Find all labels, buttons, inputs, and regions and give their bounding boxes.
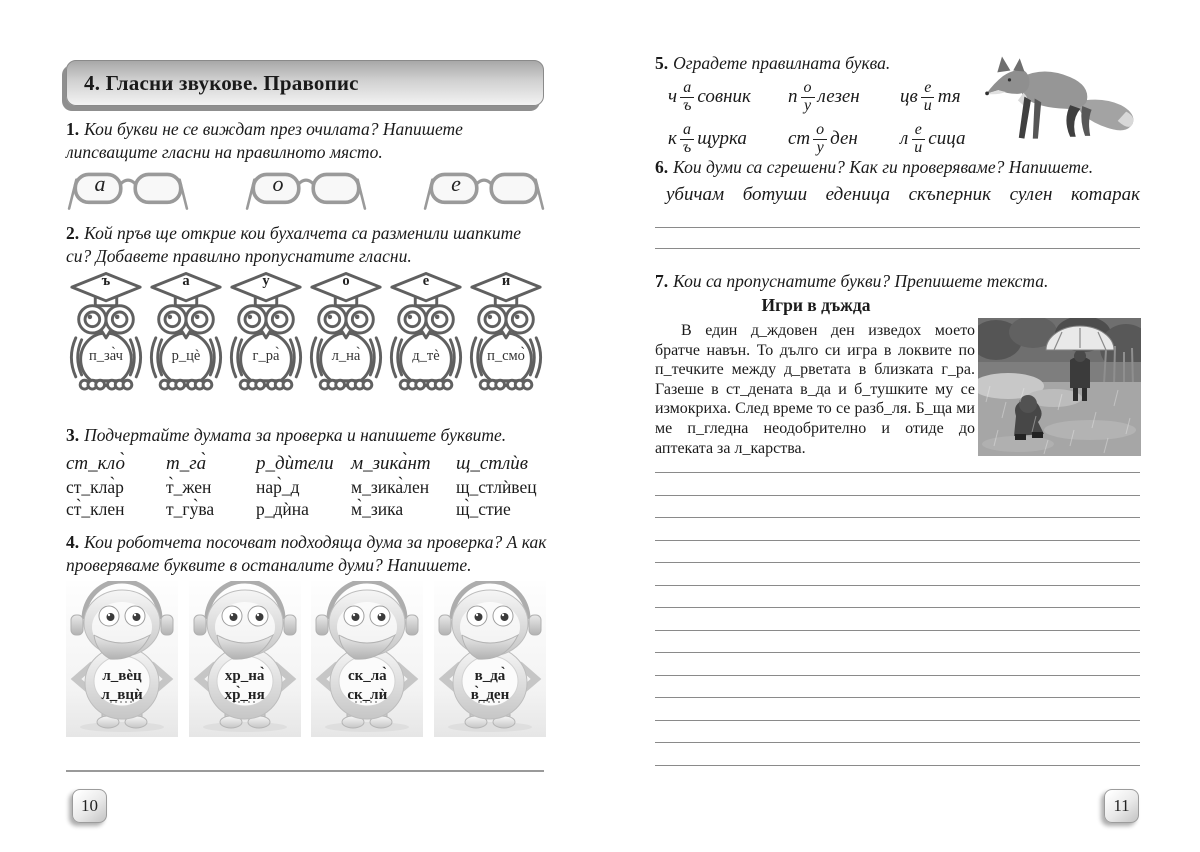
owl-cap-letter: ъ <box>101 273 111 289</box>
writing-line <box>655 517 1140 518</box>
owl-cap-letter: и <box>501 273 511 289</box>
robot-words <box>66 667 178 705</box>
word: щ_стлѝвец <box>456 477 537 497</box>
robots-row <box>66 581 546 737</box>
word-column-1 <box>66 452 166 520</box>
robot-words <box>311 667 423 705</box>
owl-cap-letter: о <box>342 273 350 289</box>
exercise7-instruction <box>655 270 1140 293</box>
letter-option-bottom: у <box>803 96 812 114</box>
robot-word: хр̀_ня <box>224 687 265 703</box>
word-column-4 <box>351 452 456 520</box>
owl-1 <box>66 270 146 396</box>
letter-choice-5 <box>788 122 900 156</box>
misspelled-word: ботуши <box>742 184 808 205</box>
word-prefix: п <box>788 86 798 107</box>
fox-photo <box>974 50 1142 148</box>
owl-word: р_цѐ <box>171 348 201 364</box>
word: р_дѝна <box>256 499 309 519</box>
word: щ̀_стие <box>456 499 511 519</box>
letter-option-bottom: ъ <box>682 138 692 156</box>
exercise2-number: 2. <box>66 223 80 243</box>
letter-option-top: о <box>813 122 827 140</box>
letter-option-top: о <box>801 80 815 98</box>
word-suffix: совник <box>697 86 751 107</box>
letter-option-top: е <box>912 122 925 140</box>
exercise1-text: Кои букви не се виждат през очилата? Напишете липсващите гласни на правилното място. <box>66 119 463 162</box>
exercise5-number: 5. <box>655 53 669 73</box>
exercise1-number: 1. <box>66 119 80 139</box>
robot-word: ск_лѝ <box>347 687 388 703</box>
exercise7-text: Кои са пропуснатите букви? Препишете текста. <box>673 271 1049 291</box>
word-suffix: тя <box>937 86 961 107</box>
writing-line <box>655 227 1140 228</box>
letter-choice-grid <box>668 80 1000 156</box>
page-number-left <box>72 789 107 823</box>
letter-option-bottom: и <box>923 96 932 114</box>
robot-4 <box>434 581 546 737</box>
exercise2-text: Кой пръв ще открие кои бухалчета са разменили шапките си? Добавете правилно пропуснатите гласни. <box>66 223 522 266</box>
robot-word: хр_на̀ <box>224 668 265 684</box>
letter-option-bottom: ъ <box>683 96 692 114</box>
letter-options <box>680 80 694 115</box>
exercise4-text: Кои роботчета посочват подходяща дума за проверка? А как проверяваме буквите в останалите думи? Напишете. <box>66 532 547 575</box>
writing-line <box>655 248 1140 249</box>
letter-choice-4 <box>668 122 788 156</box>
word: ст_кла̀р <box>66 477 124 497</box>
owl-cap-letter: а <box>182 273 190 289</box>
robot-1 <box>66 581 178 737</box>
letter-option-top: а <box>680 80 694 98</box>
page-number-label: 10 <box>81 796 98 815</box>
word-column-5 <box>456 452 550 520</box>
writing-line <box>655 585 1140 586</box>
owl-cap-letter: у <box>262 273 270 289</box>
letter-choice-2 <box>788 80 900 114</box>
exercise4-number: 4. <box>66 532 80 552</box>
word-suffix: сица <box>928 128 966 149</box>
owl-3 <box>226 270 306 396</box>
glasses-3 <box>422 166 546 218</box>
exercise1-instruction <box>66 118 550 164</box>
letter-options <box>801 80 815 115</box>
rain-photo <box>978 318 1141 456</box>
letter-choice-1 <box>668 80 788 114</box>
word: ст̀_клен <box>66 499 125 519</box>
robot-icon <box>66 581 178 733</box>
writing-line <box>655 472 1140 473</box>
robot-icon <box>311 581 423 733</box>
word: нар̀_д <box>256 477 300 497</box>
word-prefix: ч <box>668 86 678 107</box>
word-suffix: щурка <box>697 128 747 149</box>
owl-word: г_ра̀ <box>252 348 280 364</box>
lesson-title-banner <box>66 60 544 106</box>
robot-word: л_вцѝ <box>101 687 143 703</box>
glasses-row <box>66 166 546 220</box>
exercise6-instruction <box>655 156 1140 179</box>
exercise2-instruction <box>66 222 550 268</box>
word-suffix: лезен <box>817 86 860 107</box>
rain-illustration <box>978 318 1141 456</box>
writing-line <box>655 562 1140 563</box>
misspelled-words-row <box>666 184 1140 206</box>
word: т_гу̀ва <box>166 499 215 519</box>
story-text: В един д_ждовен ден изведох моето братче навън. То дълго си игра в локвите по п_течките между д_рветата в близката г_ра. Газеше в ст_дената в_да и б_тушките му се измокриха. След време то се разб_ля. Б_ща ми ме п_гледна неодобрително и отиде до аптеката за л_карства. <box>655 322 975 457</box>
owl-word: д_тѐ <box>412 348 440 364</box>
glasses-1 <box>66 166 190 218</box>
word-suffix: ден <box>830 128 858 149</box>
misspelled-word: сулен <box>1009 184 1053 205</box>
writing-line <box>655 630 1140 631</box>
robot-3 <box>311 581 423 737</box>
exercise3-text: Подчертайте думата за проверка и напишете буквите. <box>84 425 507 445</box>
word: м̀_зика <box>351 499 404 519</box>
exercise6-text: Кои думи са сгрешени? Как ги проверяваме? Напишете. <box>673 157 1094 177</box>
writing-line <box>655 495 1140 496</box>
glasses-letter: о <box>272 171 284 196</box>
exercise3-instruction <box>66 424 550 447</box>
owl-word: п_за̀ч <box>89 348 123 364</box>
misspelled-word: скъперник <box>908 184 992 205</box>
robot-words <box>434 667 546 705</box>
letter-options <box>680 122 694 157</box>
word: т̀_жен <box>166 477 212 497</box>
writing-line <box>655 607 1140 608</box>
check-word: ст_кло̀ <box>66 453 125 474</box>
writing-line <box>655 720 1140 721</box>
word-prefix: к <box>668 128 677 149</box>
page-title: 4. Гласни звукове. Правопис <box>84 70 359 95</box>
story-title: Игри в дъжда <box>761 295 871 315</box>
owl-cap-letter: е <box>422 273 430 289</box>
exercise3-number: 3. <box>66 425 80 445</box>
owls-row <box>66 270 546 396</box>
robot-2 <box>189 581 301 737</box>
fox-illustration <box>974 50 1142 148</box>
glasses-letter: е <box>451 171 461 196</box>
writing-line <box>655 765 1140 766</box>
word-prefix: ст <box>788 128 811 149</box>
robot-icon <box>189 581 301 733</box>
robot-icon <box>434 581 546 733</box>
robot-word: в̀_ден <box>470 687 510 703</box>
glasses-letter: а <box>94 171 106 196</box>
page-number-label: 11 <box>1113 796 1130 815</box>
robot-words <box>189 667 301 705</box>
glasses-2 <box>244 166 368 218</box>
misspelled-word: еденица <box>825 184 891 205</box>
misspelled-word: убичам <box>666 184 725 205</box>
writing-line <box>655 697 1140 698</box>
exercise7-number: 7. <box>655 271 669 291</box>
owl-2 <box>146 270 226 396</box>
word-prefix: л <box>900 128 909 149</box>
exercise4-instruction <box>66 531 550 577</box>
robot-word: ск_ла̀ <box>347 668 387 684</box>
letter-options <box>813 122 827 157</box>
owl-word: п_смо̀ <box>487 348 525 364</box>
check-word: р_дѝтели <box>256 453 334 474</box>
check-word: м_зика̀нт <box>351 453 431 474</box>
exercise5-text: Оградете правилната буква. <box>673 53 891 73</box>
robot-word: л_вѐц <box>102 668 142 684</box>
owl-4 <box>306 270 386 396</box>
writing-line <box>655 652 1140 653</box>
check-word: щ_стлѝв <box>456 453 529 474</box>
writing-line <box>655 540 1140 541</box>
word-check-table <box>66 452 550 520</box>
word-column-2 <box>166 452 256 520</box>
owl-6 <box>466 270 546 396</box>
exercise6-number: 6. <box>655 157 669 177</box>
page-number-right <box>1104 789 1139 823</box>
robot-word: в_да̀ <box>474 668 506 684</box>
letter-options <box>911 122 925 157</box>
letter-options <box>921 80 935 115</box>
owl-5 <box>386 270 466 396</box>
owl-word: л_на̀ <box>331 348 361 364</box>
word: м_зика̀лен <box>351 477 430 497</box>
exercise5-instruction <box>655 52 985 75</box>
check-word: т_га̀ <box>166 453 207 474</box>
letter-option-bottom: и <box>914 138 923 156</box>
writing-line <box>655 675 1140 676</box>
misspelled-word: котарак <box>1070 184 1140 205</box>
footer-rule-left <box>66 770 544 772</box>
word-column-3 <box>256 452 351 520</box>
letter-option-top: е <box>921 80 934 98</box>
letter-option-top: а <box>680 122 694 140</box>
letter-option-bottom: у <box>816 138 824 156</box>
word-prefix: цв <box>900 86 918 107</box>
writing-line <box>655 742 1140 743</box>
